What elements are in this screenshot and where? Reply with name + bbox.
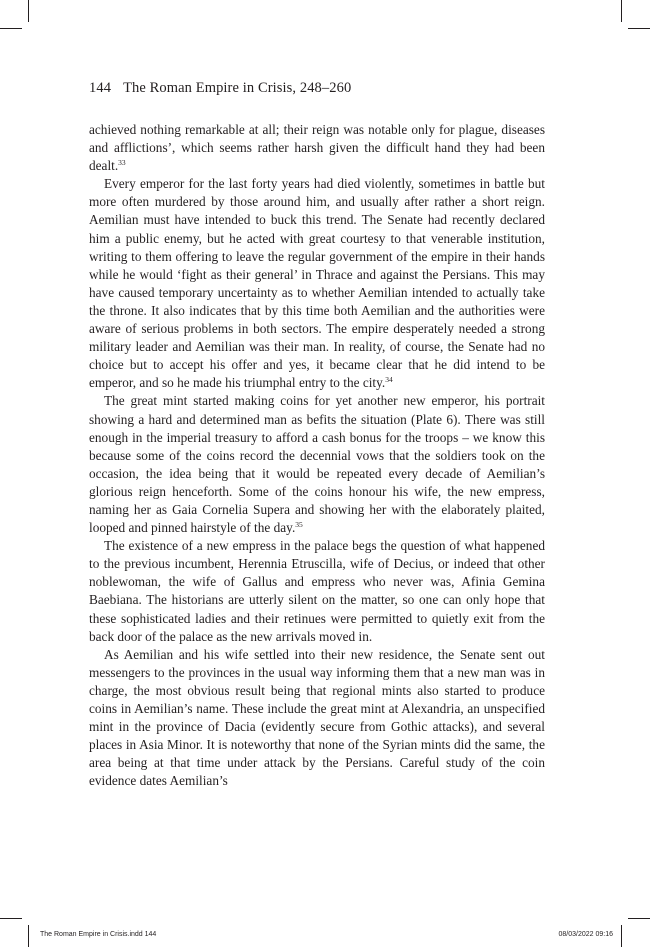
print-slug (0, 931, 650, 943)
slug-date: 08/03/2022 09:16 (558, 931, 613, 938)
slug-file-name: The Roman Empire in Crisis.indd 144 (40, 931, 157, 938)
footnote-ref[interactable]: 33 (118, 158, 126, 168)
crop-mark-top-right (621, 0, 622, 22)
paragraph: Every emperor for the last forty years had died violently, sometimes in battle but more often murdered by those around him, and usually after rather a short reign. Aemilian must have intended to buck this trend. The Senate had recently declared him a public enemy, but he acted with great courtesy to that venerable institution, writing to them offering to leave the regular government of the empire in their hands while he would ‘fight as their general’ in Thrace and against the Persians. This may have caused temporary uncertainty as to whether Aemilian intended to actually take the throne. It also indicates that by this time both Aemilian and the authorities were aware of serious problems in both sectors. The empire desperately needed a strong military leader and Aemilian was their man. In reality, of course, the Senate had no choice but to accept his offer and yes, it became clear that he did intend to be emperor, and so he made his triumphal entry to the city.$^{34}$ (89, 176, 545, 391)
crop-mark-bottom-right-h (628, 918, 650, 919)
page-number: 144 (89, 80, 112, 96)
book-title: The Roman Empire in Crisis, 248–260 (123, 80, 352, 96)
crop-mark-top-left-h (0, 28, 22, 29)
crop-mark-top-left (28, 0, 29, 22)
paragraph: The existence of a new empress in the palace begs the question of what happened to the previous incumbent, Herennia Etruscilla, wife of Decius, or indeed that other noblewoman, the wife of Gallus and empress who never was, Afinia Gemina Baebiana. The historians are utterly silent on the matter, so one can only hope that these sophisticated ladies and their retinues were permitted to quietly exit from the back door of the palace as the new arrivals moved in. (89, 538, 545, 644)
paragraph: achieved nothing remarkable at all; their reign was notable only for plague, diseases and afflictions’, which seems rather harsh given the difficult hand they had been dealt.$^{33}$ (89, 122, 545, 174)
body-text (89, 121, 545, 790)
footnote-ref[interactable]: 35 (295, 520, 303, 530)
crop-mark-top-right-h (628, 28, 650, 29)
paragraph: As Aemilian and his wife settled into their new residence, the Senate sent out messengers to the provinces in the usual way informing them that a new man was in charge, the most obvious result being that regional mints also started to produce coins in Aemilian’s name. These include the great mint at Alexandria, an unspecified mint in the province of Dacia (evidently secure from Gothic attacks), and several places in Asia Minor. It is noteworthy that none of the Syrian mints did the same, the area being at that time under attack by the Persians. Careful study of the coin evidence dates Aemilian’s (89, 646, 545, 789)
paragraph: The great mint started making coins for yet another new emperor, his portrait showing a hard and determined man as befits the situation (Plate 6). There was still enough in the imperial treasury to afford a cash bonus for the troops – we know this because some of the coins record the decennial vows that the soldiers took on the occasion, the idea being that it would be repeated every decade of Aemilian’s glorious reign henceforth. Some of the coins honour his wife, the new empress, naming her as Gaia Cornelia Supera and showing her with the elaborately plaited, looped and pinned hairstyle of the day.$^{35}$ (89, 393, 545, 536)
running-head (89, 80, 351, 97)
crop-mark-bottom-left-h (0, 918, 22, 919)
footnote-ref[interactable]: 34 (385, 375, 393, 385)
